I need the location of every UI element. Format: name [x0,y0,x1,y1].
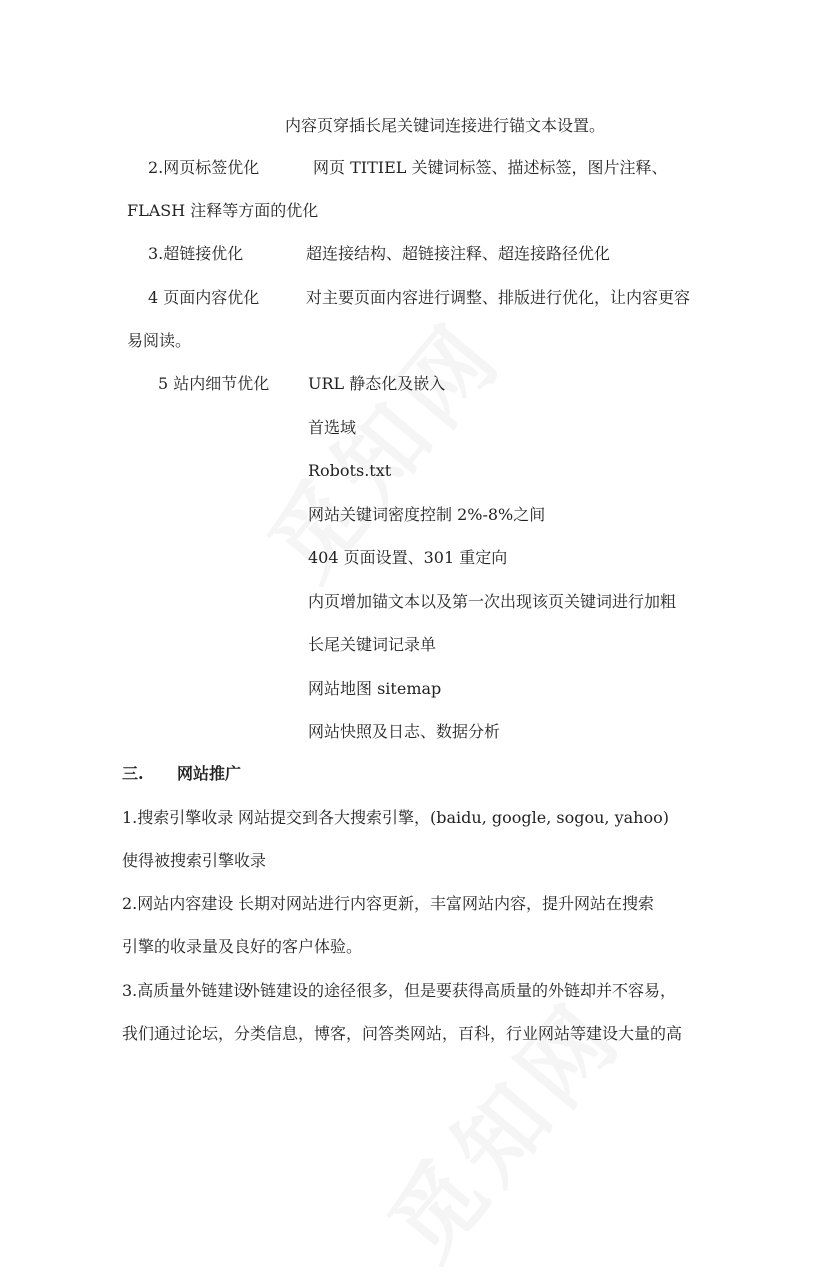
item-label: 5 站内细节优化 [158,374,270,393]
item-label: 3.高质量外链建设 [122,981,250,1000]
item-text: 长期对网站进行内容更新，丰富网站内容，提升网站在搜索 [238,894,655,913]
item-text: 网页 TITIEL 关键词标签、描述标签，图片注释、 [313,158,668,177]
list-item: 长尾关键词记录单 [308,635,437,654]
section-number: 三. [122,764,144,783]
item-label: 2.网站内容建设 [122,894,234,913]
list-item: URL 静态化及嵌入 [308,374,446,393]
list-item: Robots.txt [308,461,392,480]
list-item: 内页增加锚文本以及第一次出现该页关键词进行加粗 [308,592,677,611]
item-text: 对主要页面内容进行调整、排版进行优化，让内容更容 [306,288,691,307]
item-label: 1.搜索引擎收录 [122,808,234,827]
item-label: 4 页面内容优化 [148,288,260,307]
text-line: 引擎的收录量及良好的客户体验。 [122,937,363,956]
item-text: 网站提交到各大搜索引擎，(baidu, google, sogou, yahoo) [238,808,669,827]
text-line: 使得被搜索引擎收录 [122,851,267,870]
item-label: 2.网页标签优化 [148,158,260,177]
item-text: 外链建设的途径很多，但是要获得高质量的外链却并不容易， [244,981,677,1000]
list-item: 404 页面设置、301 重定向 [308,548,508,567]
list-item: 网站快照及日志、数据分析 [308,722,501,741]
list-item: 首选域 [308,418,357,437]
list-item: 网站关键词密度控制 2%-8%之间 [308,505,546,524]
text-line: FLASH 注释等方面的优化 [127,201,319,220]
text-line: 易阅读。 [127,331,192,350]
text-line: 我们通过论坛，分类信息，博客，问答类网站，百科，行业网站等建设大量的高 [122,1024,683,1043]
text-line: 内容页穿插长尾关键词连接进行锚文本设置。 [285,116,606,135]
list-item: 网站地图 sitemap [308,679,442,698]
watermark [354,968,646,1281]
item-text: 超连接结构、超链接注释、超连接路径优化 [306,244,611,263]
item-label: 3.超链接优化 [148,244,244,263]
section-title: 网站推广 [177,764,242,783]
